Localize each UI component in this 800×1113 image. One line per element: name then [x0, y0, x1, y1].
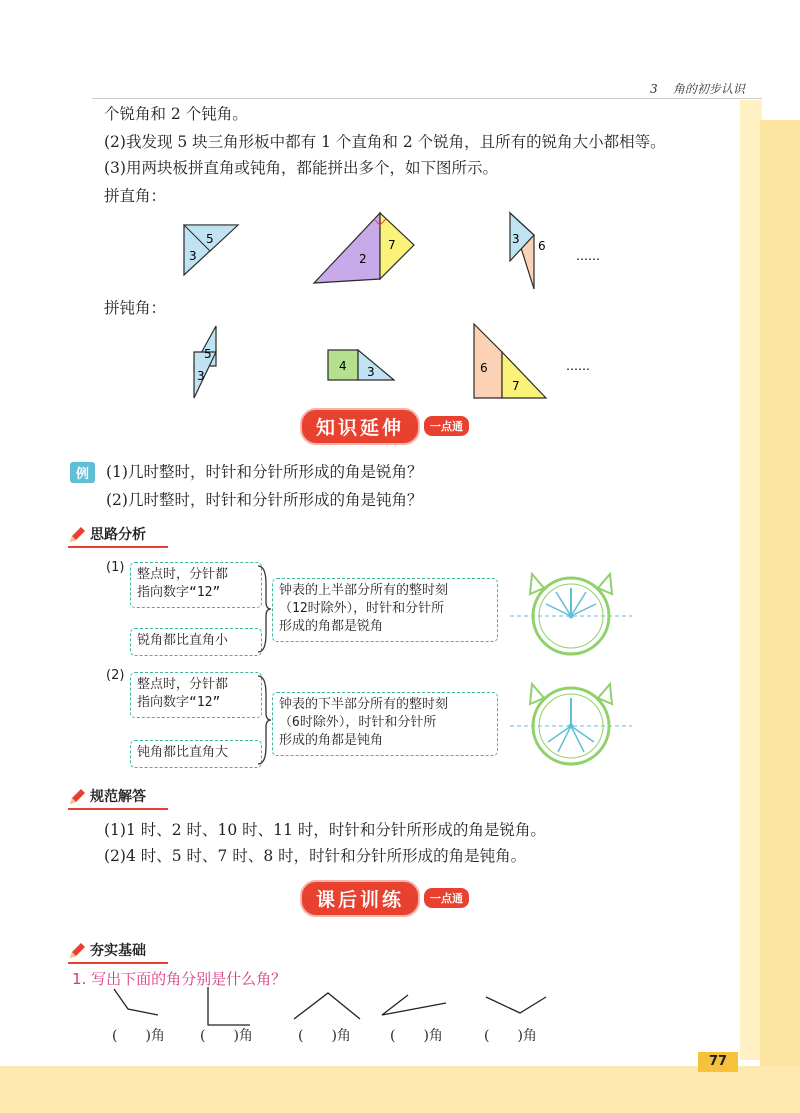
angle-acute-ish: [114, 989, 158, 1015]
intro-line-0: 个锐角和 2 个钝角。: [104, 105, 248, 123]
clock-lower-icon: [510, 676, 632, 774]
intro-line-2: (3)用两块板拼直角或钝角，都能拼出多个，如下图所示。: [104, 159, 498, 177]
answer-heading: [68, 786, 146, 806]
part-2-result-box: 钟表的下半部分所有的整时刻 （6时除外），时针和分针所 形成的角都是钝角: [272, 692, 498, 756]
analysis-title: 思路分析: [90, 527, 146, 543]
part-2-label: (2): [106, 668, 125, 683]
page-bottom-band: [0, 1066, 800, 1113]
pencil-icon: [68, 526, 86, 544]
label-r3a: 3: [512, 232, 520, 246]
pencil-icon: [68, 788, 86, 806]
triangle-blue-5: [358, 350, 394, 380]
trapezoid-orange: [474, 324, 502, 398]
banner2-title: 课后训练: [300, 880, 420, 917]
answer-underline: [68, 808, 168, 810]
blank-1[interactable]: ( )角: [112, 1028, 165, 1044]
label-o1b: 3: [197, 369, 205, 383]
label-o3a: 6: [480, 361, 488, 375]
pencil-icon: [68, 942, 86, 960]
part-1-premise-box: 整点时，分针都 指向数字“12”: [130, 562, 262, 608]
obtuse-angle-label: 拼钝角：: [104, 299, 167, 317]
clock-upper-icon: [510, 566, 632, 664]
example-question-1: (1)几时整时，时针和分针所形成的角是锐角？: [106, 463, 423, 481]
label-o2a: 4: [339, 359, 347, 373]
angles-figure: [100, 985, 560, 1030]
angle-obtuse: [294, 993, 360, 1019]
answer-line-2: (2)4 时、5 时、7 时、8 时，时针和分针所形成的角是钝角。: [104, 847, 527, 865]
practice-banner: [300, 880, 469, 916]
triangle-yellow: [380, 213, 414, 279]
part-2-fact-box: 钝角都比直角大: [130, 740, 262, 768]
label-o3b: 7: [512, 379, 520, 393]
label-o1a: 5: [204, 347, 212, 361]
analysis-heading: [68, 524, 146, 544]
right-angle-figures: [170, 205, 650, 300]
part-1-fact-box: 锐角都比直角小: [130, 628, 262, 656]
banner-title: 知识延伸: [300, 408, 420, 445]
label-r2b: 7: [388, 238, 396, 252]
angle-obtuse-2: [486, 997, 546, 1013]
label-r2a: 2: [359, 252, 367, 266]
ellipsis-1: ……: [576, 249, 600, 263]
right-angle-label: 拼直角：: [104, 187, 167, 205]
label-r1b: 3: [189, 249, 197, 263]
header-rule: [92, 98, 762, 99]
practice-heading: [68, 940, 146, 960]
part-1-brace: [256, 564, 272, 654]
triangle-yellow-2: [502, 352, 546, 398]
blank-3[interactable]: ( )角: [298, 1028, 351, 1044]
page-edge: [760, 120, 800, 1113]
banner-sub: 一点通: [424, 416, 469, 436]
chapter-number: 3: [650, 82, 658, 96]
question-1: 1. 写出下面的角分别是什么角？: [72, 970, 287, 988]
triangle-purple: [314, 213, 380, 283]
blank-2[interactable]: ( )角: [200, 1028, 253, 1044]
knowledge-extension-banner: [300, 408, 469, 444]
blank-4[interactable]: ( )角: [390, 1028, 443, 1044]
part-1-result-box: 钟表的上半部分所有的整时刻 （12时除外），时针和分针所 形成的角都是锐角: [272, 578, 498, 642]
intro-line-1: (2)我发现 5 块三角形板中都有 1 个直角和 2 个锐角，且所有的锐角大小都相等。: [104, 133, 666, 151]
chapter-title: 角的初步认识: [672, 82, 745, 96]
example-question-2: (2)几时整时，时针和分针所形成的角是钝角？: [106, 491, 423, 509]
label-r1a: 5: [206, 232, 214, 246]
example-badge: 例: [70, 462, 95, 483]
part-1-label: (1): [106, 560, 125, 575]
answer-title: 规范解答: [90, 789, 146, 805]
practice-title: 夯实基础: [90, 943, 146, 959]
label-r3b: 6: [538, 239, 546, 253]
ellipsis-2: ……: [566, 359, 590, 373]
analysis-underline: [68, 546, 168, 548]
angle-acute: [382, 995, 446, 1015]
page-edge-inner: [740, 100, 762, 1060]
page-number: 77: [698, 1052, 738, 1072]
blank-5[interactable]: ( )角: [484, 1028, 537, 1044]
banner2-sub: 一点通: [424, 888, 469, 908]
label-o2b: 3: [367, 365, 375, 379]
obtuse-angle-figures: [180, 318, 640, 408]
part-2-premise-box: 整点时，分针都 指向数字“12”: [130, 672, 262, 718]
part-2-brace: [256, 674, 272, 766]
chapter-header: [650, 80, 745, 97]
angle-right: [208, 987, 250, 1025]
answer-line-1: (1)1 时、2 时、10 时、11 时，时针和分针所形成的角是锐角。: [104, 821, 546, 839]
practice-underline: [68, 962, 168, 964]
